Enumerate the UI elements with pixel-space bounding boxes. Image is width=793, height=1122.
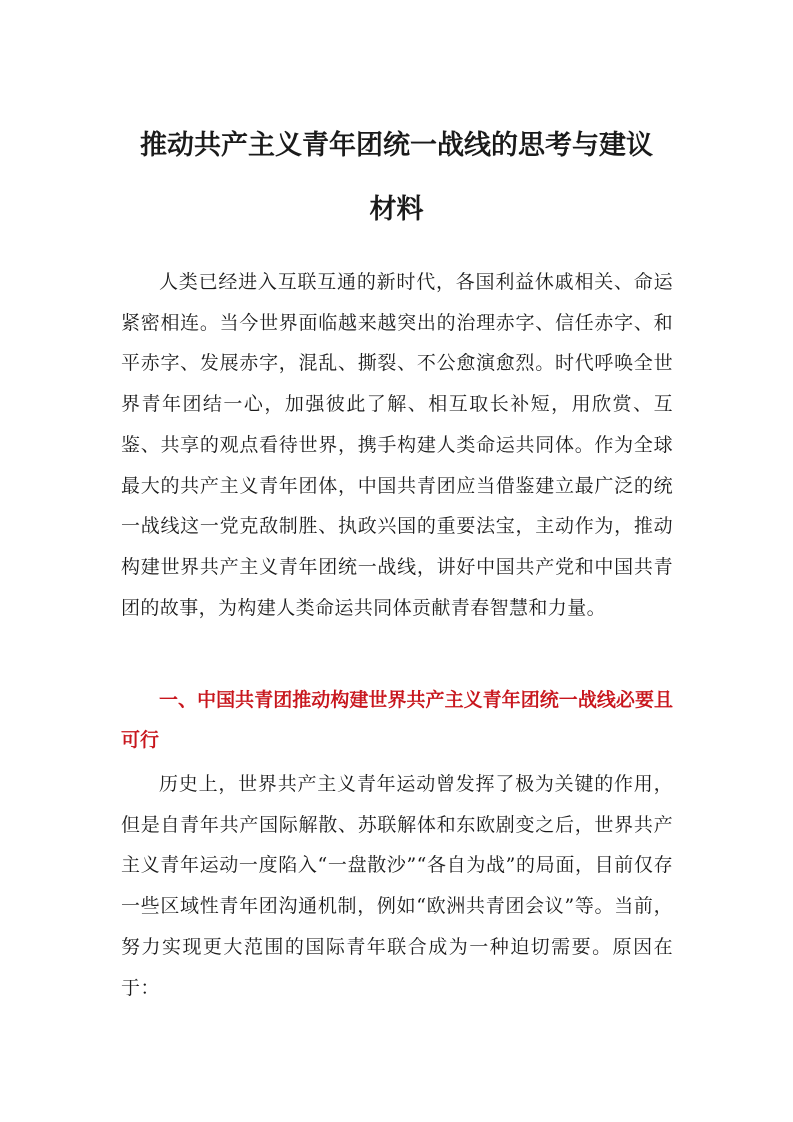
page-title-continued: 材料 [369,194,424,225]
page-title: 推动共产主义青年团统一战线的思考与建议 [140,130,653,161]
section-heading-1: 一、中国共青团推动构建世界共产主义青年团统一战线必要且可行 [121,689,673,751]
body-paragraph-intro: 人类已经进入互联互通的新时代，各国利益休戚相关、命运紧密相连。当今世界面临越来越突出的治理赤字、信任赤字、和平赤字、发展赤字，混乱、撕裂、不公愈演愈烈。时代呼唤全世界青年团结一心，加强彼此了解、相互取长补短，用欣赏、互鉴、共享的观点看待世界，携手构建人类命运共同体。作为全球最大的共产主义青年团体，中国共青团应当借鉴建立最广泛的统一战线这一党克敌制胜、执政兴国的重要法宝，主动作为，推动构建世界共产主义青年团统一战线，讲好中国共产党和中国共青团的故事，为构建人类命运共同体贡献青春智慧和力量。 [121,271,673,619]
body-paragraph-history: 历史上，世界共产主义青年运动曾发挥了极为关键的作用，但是自青年共产国际解散、苏联解体和东欧剧变之后，世界共产主义青年运动一度陷入“一盘散沙”“各自为战”的局面，目前仅存一些区域性青年团沟通机制，例如“欧洲共青团会议”等。当前，努力实现更大范围的国际青年联合成为一种迫切需要。原因在于： [121,773,673,999]
